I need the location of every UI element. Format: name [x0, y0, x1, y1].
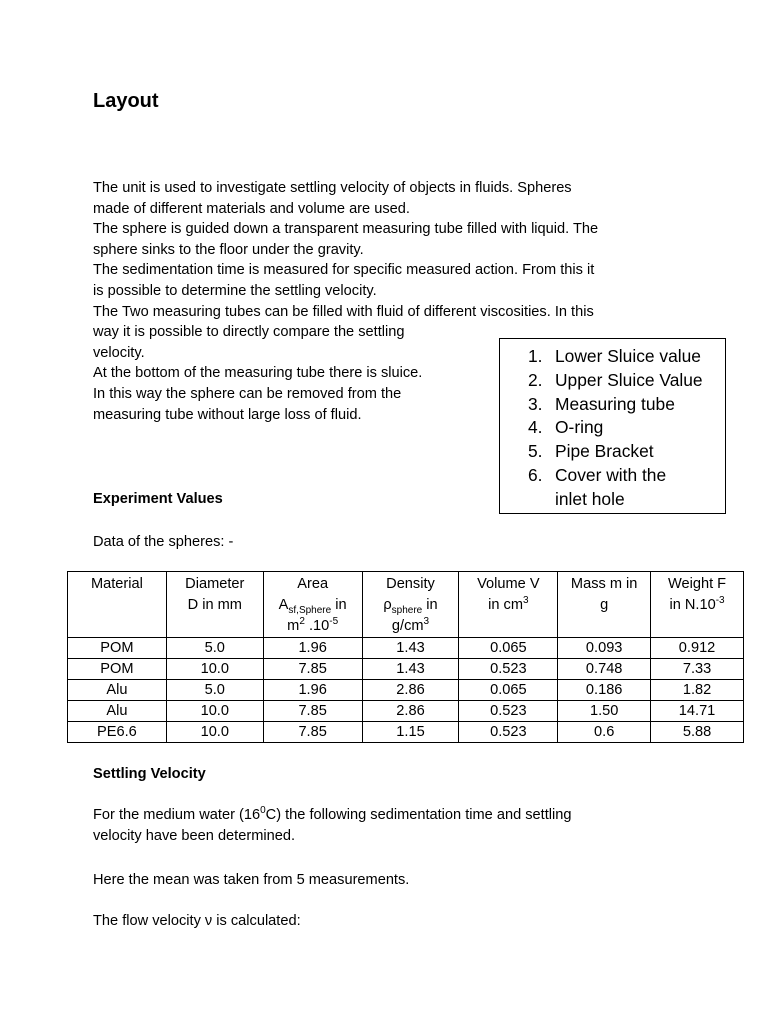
- intro-line: In this way the sphere can be removed from the: [93, 385, 402, 402]
- table-cell: POM: [68, 659, 167, 680]
- intro-line: sphere sinks to the floor under the gravity.: [93, 241, 364, 258]
- parts-list-item: [528, 416, 703, 440]
- parts-list-number: 3.: [528, 393, 543, 414]
- table-cell: 2.86: [362, 701, 459, 722]
- table-header-row: [68, 572, 744, 638]
- experiment-values-heading: Experiment Values: [93, 491, 223, 507]
- settling-line: For the medium water $(16^0C)$ the following sedimentation time and settling: [93, 805, 572, 823]
- table-cell: 1.82: [651, 680, 744, 701]
- table-row: [68, 722, 744, 743]
- parts-list-label: Upper Sluice Value: [555, 369, 703, 390]
- intro-line: The unit is used to investigate settling velocity of objects in fluids. Spheres: [93, 180, 572, 196]
- table-row: [68, 638, 744, 659]
- settling-line: velocity have been determined.: [93, 828, 296, 844]
- table-cell: 1.43: [362, 638, 459, 659]
- table-cell: 1.15: [362, 722, 459, 743]
- column-header-weight: Weight F in $N.10^{-3}$: [651, 572, 744, 638]
- spheres-data-table: [67, 571, 744, 743]
- table-cell: 0.523: [459, 701, 558, 722]
- flow-velocity-text: The flow velocity ν is calculated:: [93, 913, 301, 929]
- parts-list-item: [528, 393, 703, 417]
- parts-list-box: [499, 338, 726, 514]
- table-cell: 0.6: [558, 722, 651, 743]
- table-cell: 5.0: [166, 638, 263, 659]
- parts-list-item: [528, 440, 703, 464]
- table-cell: 0.093: [558, 638, 651, 659]
- table-cell: Alu: [68, 680, 167, 701]
- parts-list-label: Measuring tube: [555, 393, 675, 414]
- table-cell: 7.33: [651, 659, 744, 680]
- table-cell: 0.523: [459, 659, 558, 680]
- table-cell: 0.912: [651, 638, 744, 659]
- parts-list-item: [528, 369, 703, 393]
- table-cell: 0.065: [459, 638, 558, 659]
- intro-line: The sphere is guided down a transparent measuring tube filled with liquid. The: [93, 221, 599, 238]
- table-row: [68, 680, 744, 701]
- parts-list-label: Pipe Bracket: [555, 441, 654, 462]
- parts-list-item: [528, 345, 703, 369]
- table-cell: 1.43: [362, 659, 459, 680]
- column-header-density: Density $\rho_{sphere}$ in $g/cm^3$: [362, 572, 459, 638]
- parts-list-label: Cover with the inlet hole: [555, 464, 667, 509]
- table-cell: POM: [68, 638, 167, 659]
- table-cell: 10.0: [166, 659, 263, 680]
- intro-line: The sedimentation time is measured for specific measured action. From this it: [93, 262, 595, 279]
- parts-list-label: Lower Sluice value: [555, 346, 701, 366]
- table-cell: 1.50: [558, 701, 651, 722]
- table-cell: 5.0: [166, 680, 263, 701]
- table-cell: 2.86: [362, 680, 459, 701]
- parts-list-number: 1.: [528, 346, 543, 366]
- parts-list-number: 4.: [528, 417, 543, 438]
- intro-line: velocity.: [93, 344, 145, 361]
- page-title: Layout: [93, 90, 159, 112]
- table-cell: 5.88: [651, 722, 744, 743]
- table-cell: Alu: [68, 701, 167, 722]
- parts-list-number: 2.: [528, 369, 543, 390]
- parts-list-item: [528, 464, 703, 512]
- table-cell: 14.71: [651, 701, 744, 722]
- column-header-diameter: Diameter D in mm: [166, 572, 263, 638]
- settling-paragraph: [93, 805, 571, 847]
- table-row: [68, 701, 744, 722]
- settling-velocity-heading: Settling Velocity: [93, 766, 206, 782]
- table-cell: 7.85: [263, 701, 362, 722]
- table-cell: 0.065: [459, 680, 558, 701]
- table-cell: 0.186: [558, 680, 651, 701]
- table-cell: 7.85: [263, 659, 362, 680]
- table-cell: 1.96: [263, 680, 362, 701]
- column-header-volume: Volume V in $cm^3$: [459, 572, 558, 638]
- intro-line: The Two measuring tubes can be filled with fluid of different viscosities. In this: [93, 303, 594, 320]
- parts-list-number: 6.: [528, 464, 543, 485]
- table-cell: 0.523: [459, 722, 558, 743]
- parts-list: [528, 345, 703, 512]
- table-cell: 1.96: [263, 638, 362, 659]
- table-cell: 0.748: [558, 659, 651, 680]
- column-header-material: Material: [68, 572, 167, 638]
- table-row: [68, 659, 744, 680]
- column-header-mass: Mass m in g: [558, 572, 651, 638]
- parts-list-label: O-ring: [555, 417, 604, 438]
- intro-line: measuring tube without large loss of fluid.: [93, 406, 362, 423]
- column-header-area: Area $A_{sf,Sphere}$ in $m^2$ $.10^{-5}$: [263, 572, 362, 638]
- table-cell: PE6.6: [68, 722, 167, 743]
- table-cell: 10.0: [166, 701, 263, 722]
- parts-list-number: 5.: [528, 441, 543, 462]
- mean-measurements-text: Here the mean was taken from 5 measurements.: [93, 872, 410, 888]
- table-cell: 10.0: [166, 722, 263, 743]
- intro-line: is possible to determine the settling velocity.: [93, 282, 377, 299]
- table-cell: 7.85: [263, 722, 362, 743]
- intro-line: made of different materials and volume are used.: [93, 200, 410, 217]
- spheres-data-label: Data of the spheres: -: [93, 534, 234, 550]
- intro-line: At the bottom of the measuring tube there is sluice.: [93, 365, 423, 382]
- intro-line: way it is possible to directly compare the settling: [93, 324, 405, 341]
